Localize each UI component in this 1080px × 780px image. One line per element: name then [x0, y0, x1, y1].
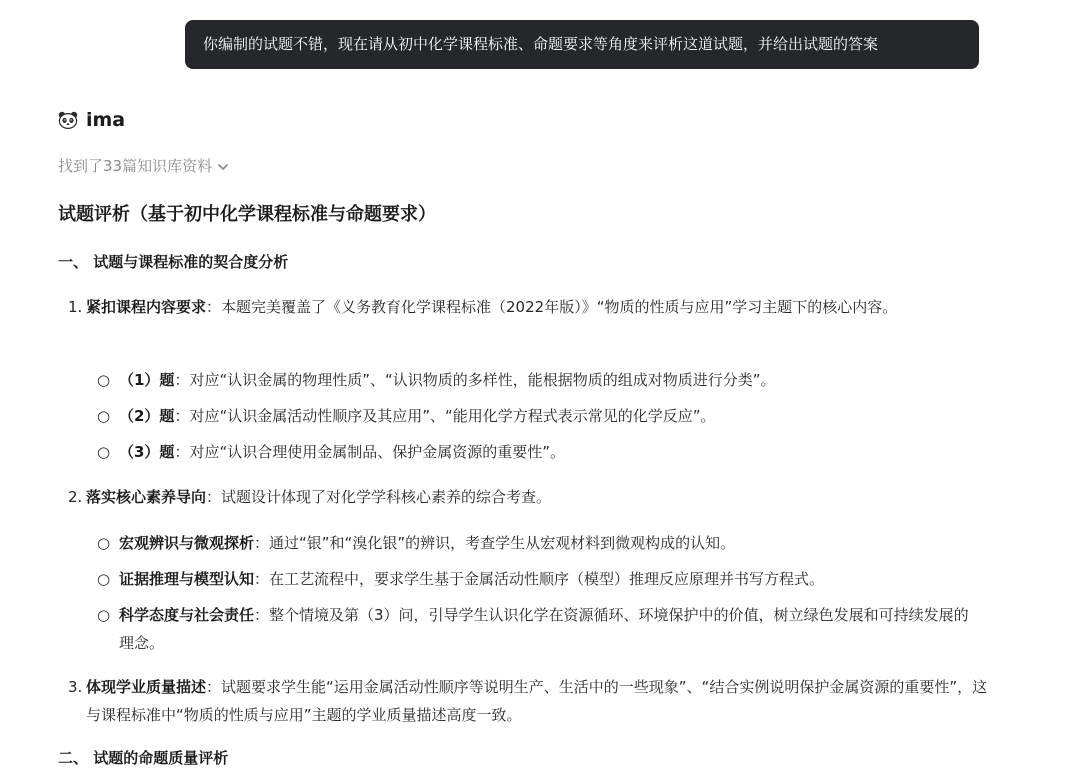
assistant-name: ima	[86, 109, 126, 131]
list-item	[68, 673, 988, 729]
item-text: ：试题设计体现了对化学学科核心素养的综合考查。	[206, 488, 552, 506]
sub-list-item	[97, 438, 977, 466]
sub-item-label: 科学态度与社会责任	[119, 606, 255, 624]
knowledge-base-toggle[interactable]	[58, 153, 229, 177]
sub-item-label: （1）题	[119, 371, 175, 389]
list-item	[68, 483, 988, 511]
sub-item-label: 证据推理与模型认知	[119, 570, 255, 588]
user-message-bubble: 你编制的试题不错，现在请从初中化学课程标准、命题要求等角度来评析这道试题，并给出试题的答案	[185, 20, 979, 69]
sub-item-label: （3）题	[119, 443, 175, 461]
sub-item-text: ：整个情境及第（3）问，引导学生认识化学在资源循环、环境保护中的价值，树立绿色发展和可持续发展的理念。	[119, 606, 969, 652]
item-text: ：本题完美覆盖了《义务教育化学课程标准（2022年版）》“物质的性质与应用”学习主题下的核心内容。	[206, 298, 898, 316]
item-text: ：试题要求学生能“运用金属活动性顺序等说明生产、生活中的一些现象”、“结合实例说明保护金属资源的重要性”，这与课程标准中“物质的性质与应用”主题的学业质量描述高度一致。	[86, 678, 988, 724]
sub-list-item	[97, 402, 977, 430]
sub-item-text: ：在工艺流程中，要求学生基于金属活动性顺序（模型）推理反应原理并书写方程式。	[254, 570, 825, 588]
panda-icon	[58, 111, 78, 129]
circle-bullet-icon: ○	[97, 570, 111, 588]
list-number: 2.	[68, 488, 83, 506]
sub-list-item	[97, 601, 977, 657]
knowledge-base-count: 找到了33篇知识库资料	[58, 156, 213, 175]
sub-item-text: ：对应“认识合理使用金属制品、保护金属资源的重要性”。	[174, 443, 565, 461]
circle-bullet-icon: ○	[97, 534, 111, 552]
circle-bullet-icon: ○	[97, 606, 111, 624]
list-item	[68, 293, 988, 321]
sub-item-text: ：对应“认识金属的物理性质”、“认识物质的多样性，能根据物质的组成对物质进行分类”。	[174, 371, 776, 389]
circle-bullet-icon: ○	[97, 371, 111, 389]
sub-list-item	[97, 565, 977, 593]
item-label: 紧扣课程内容要求	[86, 298, 207, 316]
item-label: 体现学业质量描述	[86, 678, 207, 696]
sub-item-label: 宏观辨识与微观探析	[119, 534, 255, 552]
article-title: 试题评析（基于初中化学课程标准与命题要求）	[58, 204, 436, 225]
assistant-header	[58, 106, 125, 134]
chevron-down-icon	[217, 159, 229, 171]
circle-bullet-icon: ○	[97, 443, 111, 461]
list-number: 1.	[68, 298, 83, 316]
sub-item-text: ：通过“银”和“溴化银”的辨识，考查学生从宏观材料到微观构成的认知。	[254, 534, 736, 552]
sub-item-text: ：对应“认识金属活动性顺序及其应用”、“能用化学方程式表示常见的化学反应”。	[174, 407, 716, 425]
list-number: 3.	[68, 678, 83, 696]
circle-bullet-icon: ○	[97, 407, 111, 425]
sub-list-item	[97, 366, 977, 394]
section-heading: 一、 试题与课程标准的契合度分析	[58, 253, 289, 271]
section-heading: 二、 试题的命题质量评析	[58, 749, 229, 767]
sub-item-label: （2）题	[119, 407, 175, 425]
item-label: 落实核心素养导向	[86, 488, 207, 506]
sub-list-item	[97, 529, 977, 557]
